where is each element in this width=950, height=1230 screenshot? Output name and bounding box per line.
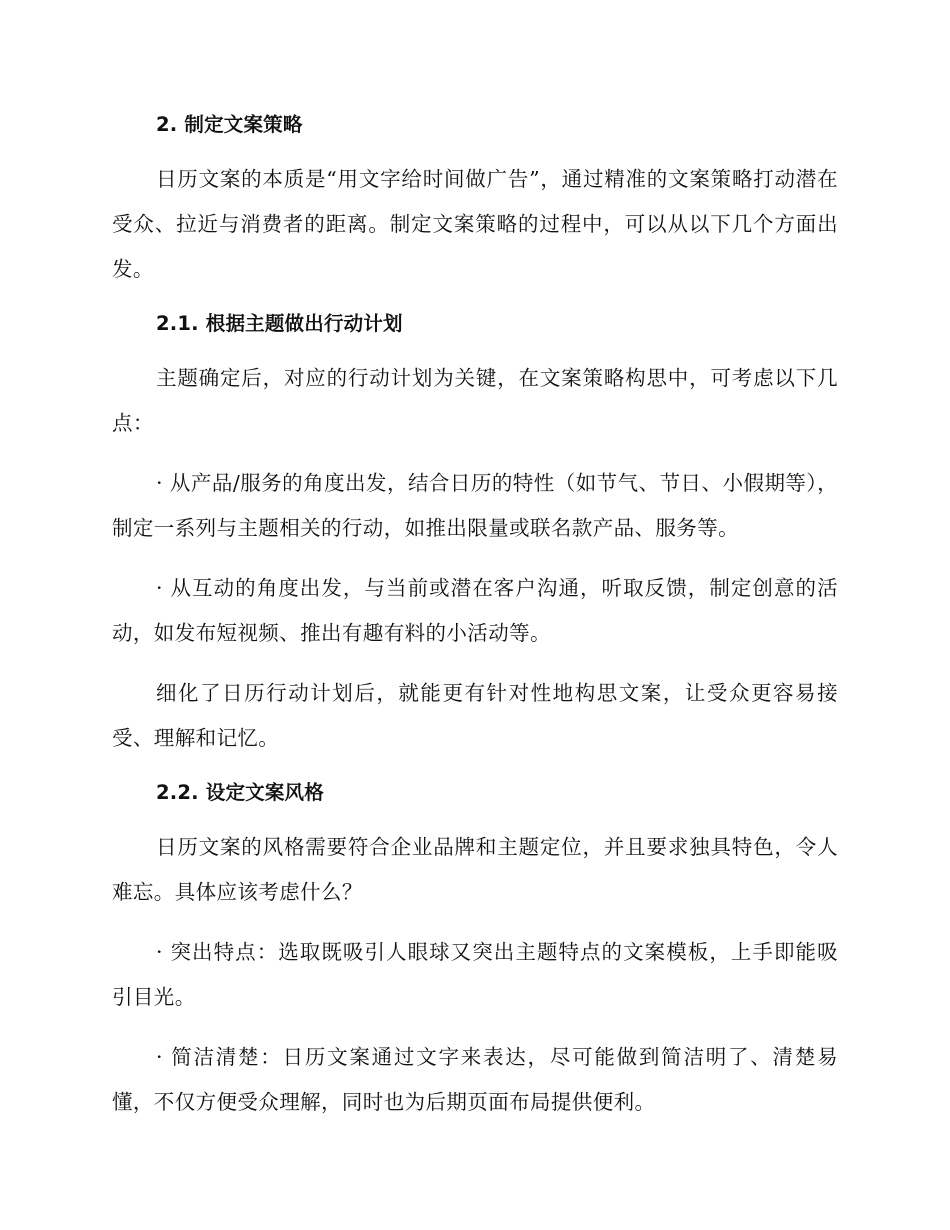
- section-heading: 2. 制定文案策略: [156, 113, 303, 136]
- section-strategy: [112, 108, 838, 292]
- paragraph: 细化了日历行动计划后，就能更有针对性地构思文案，让受众更容易接受、理解和记忆。: [112, 681, 838, 750]
- section-action-plan: [112, 307, 838, 761]
- bullet-item: · 简洁清楚：日历文案通过文字来表达，尽可能做到简洁明了、清楚易懂，不仅方便受众理解，同时也为后期页面布局提供便利。: [112, 1045, 838, 1114]
- paragraph: 日历文案的风格需要符合企业品牌和主题定位，并且要求独具特色，令人难忘。具体应该考虑什么？: [112, 835, 838, 904]
- bullet-item: · 从互动的角度出发，与当前或潜在客户沟通，听取反馈，制定创意的活动，如发布短视频、推出有趣有料的小活动等。: [112, 576, 838, 645]
- section-heading: 2.1. 根据主题做出行动计划: [156, 312, 403, 335]
- paragraph: 主题确定后，对应的行动计划为关键，在文案策略构思中，可考虑以下几点：: [112, 366, 838, 435]
- section-heading: 2.2. 设定文案风格: [156, 781, 324, 804]
- section-copy-style: [112, 776, 838, 1125]
- bullet-item: · 从产品/服务的角度出发，结合日历的特性（如节气、节日、小假期等），制定一系列与主题相关的行动，如推出限量或联名款产品、服务等。: [112, 471, 838, 540]
- bullet-item: · 突出特点：选取既吸引人眼球又突出主题特点的文案模板，上手即能吸引目光。: [112, 940, 838, 1009]
- paragraph: 日历文案的本质是“用文字给时间做广告”，通过精准的文案策略打动潜在受众、拉近与消费者的距离。制定文案策略的过程中，可以从以下几个方面出发。: [112, 167, 838, 281]
